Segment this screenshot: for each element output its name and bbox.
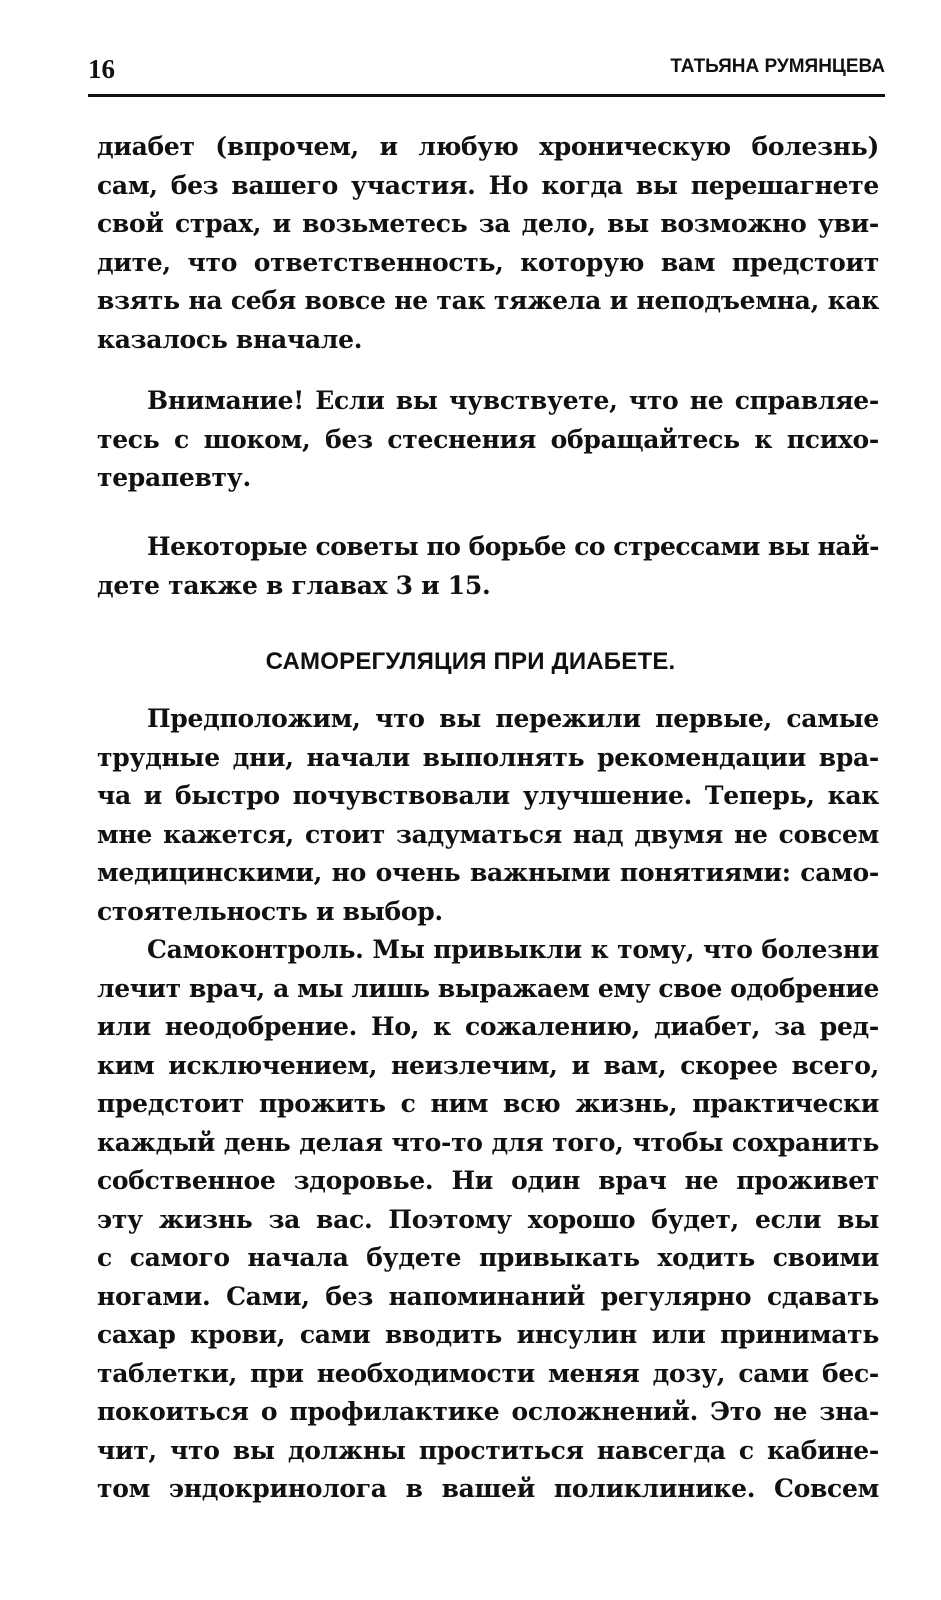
text-line: эту жизнь за вас. Поэтому хорошо будет, если вы [97,1204,879,1234]
text-line: собственное здоровье. Ни один врач не проживет [97,1166,879,1195]
paragraph [97,931,879,1509]
text-line: дите, что ответственность, которую вам предстоит [97,247,879,277]
page-header [88,46,885,96]
text-line: стоятельность и выбор. [97,896,443,926]
text-line: с самого начала будете привыкать ходить своими [97,1243,879,1272]
header-rule [88,94,885,97]
text-line: лечит врач, а мы лишь выражаем ему свое одобрение [97,973,879,1003]
text-line: чит, что вы должны проститься навсегда с кабине- [97,1435,879,1465]
paragraph [97,528,879,605]
page-number: 16 [88,54,115,84]
text-line: Самоконтроль. Мы привыкли к тому, что болезни [147,935,879,964]
text-line: свой страх, и возьметесь за дело, вы возможно уви- [97,209,879,238]
text-line: или неодобрение. Но, к сожалению, диабет, за ред- [97,1012,879,1041]
text-line: терапевту. [97,463,251,492]
text-line: сахар крови, сами вводить инсулин или принимать [97,1320,879,1349]
text-line: медицинскими, но очень важными понятиями: само- [97,858,879,887]
paragraph [97,128,879,359]
paragraph [97,700,879,931]
section-paragraph-intro [97,700,879,931]
text-line: таблетки, при необходимости меняя дозу, сами бес- [97,1358,879,1388]
text-line: трудные дни, начали выполнять рекомендации вра- [97,742,879,772]
text-line: сам, без вашего участия. Но когда вы перешагнете [97,170,879,200]
text-line: Внимание! Если вы чувствуете, что не справляе- [147,386,879,415]
section-paragraph-selfcontrol [97,931,879,1509]
section-heading: САМОРЕГУЛЯЦИЯ ПРИ ДИАБЕТЕ. [265,648,676,675]
running-title: ТАТЬЯНА РУМЯНЦЕВА [670,56,885,77]
text-line: ногами. Сами, без напоминаний регулярно сдавать [97,1281,879,1311]
text-line: Некоторые советы по борьбе со стрессами вы най- [147,532,879,561]
text-line: предстоит прожить с ним всю жизнь, практически [97,1089,879,1118]
text-line: ким исключением, неизлечим, и вам, скорее всего, [97,1050,879,1080]
text-line: Предположим, что вы пережили первые, самые [147,704,879,733]
paragraph-continuation [97,128,879,359]
text-line: взять на себя вовсе не так тяжела и неподъемна, как [97,286,879,315]
text-line: ча и быстро почувствовали улучшение. Теперь, как [97,781,879,810]
text-line: тесь с шоком, без стеснения обращайтесь к психо- [97,424,879,454]
text-line: каждый день делая что-то для того, чтобы сохранить [97,1127,879,1157]
paragraph-advice [97,528,879,605]
text-line: казалось вначале. [97,324,363,354]
text-line: покоиться о профилактике осложнений. Это не зна- [97,1397,879,1426]
text-line: том эндокринолога в вашей поликлинике. Совсем [97,1474,879,1503]
attention-note [97,382,879,498]
text-line: дете также в главах 3 и 15. [97,570,491,600]
text-line: мне кажется, стоит задуматься над двумя не совсем [97,819,879,849]
paragraph [97,382,879,498]
text-line: диабет (впрочем, и любую хроническую болезнь) [97,132,879,161]
